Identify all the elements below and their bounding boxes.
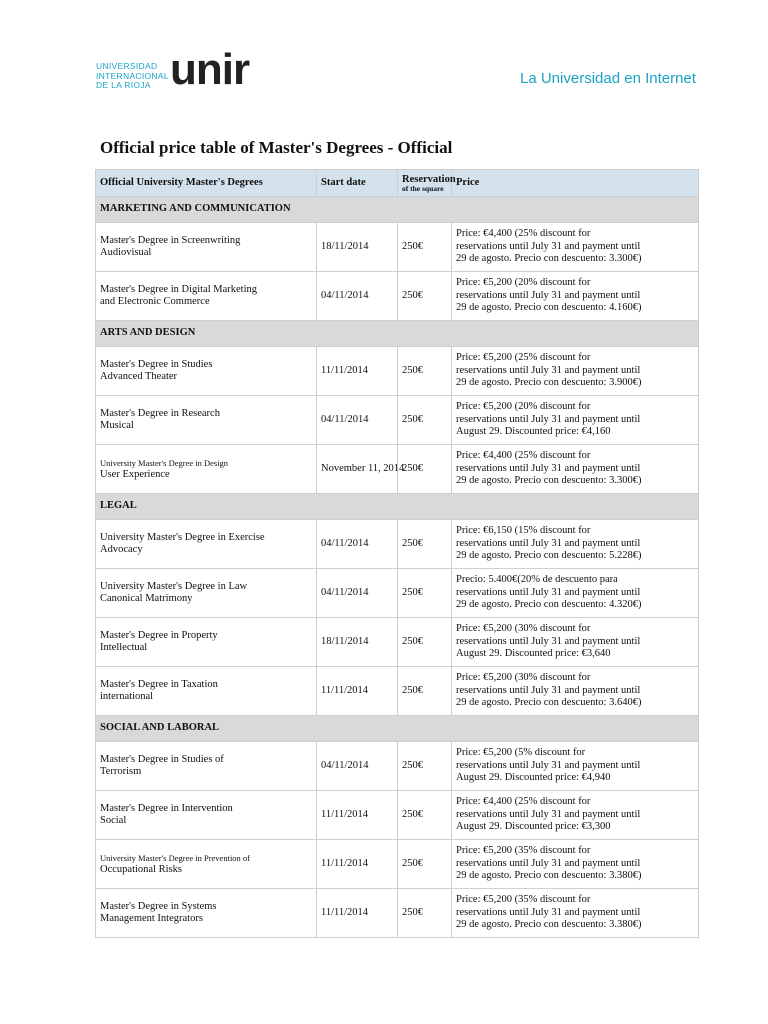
reservation-amount: 250€ [398,445,452,494]
price-line: reservations until July 31 and payment until [456,906,641,918]
program-name-line: University Master's Degree in Prevention of [100,852,251,863]
reservation-amount: 250€ [398,520,452,569]
price-details [452,618,699,667]
price-line: Price: €5,200 (20% discount for [456,277,591,289]
start-date: 11/11/2014 [317,840,398,889]
reservation-amount: 250€ [398,889,452,938]
price-details [452,445,699,494]
table-row [96,889,699,938]
program-name-line: Master's Degree in Studies [100,358,213,370]
program-name [96,791,317,840]
price-line: reservations until July 31 and payment until [456,240,641,252]
price-line: Price: €5,200 (35% discount for [456,845,591,857]
price-line: Price: €5,200 (20% discount for [456,401,591,413]
program-name-line: University Master's Degree in Exercise [100,531,265,543]
program-name-line: University Master's Degree in Design [100,457,229,468]
program-name [96,742,317,791]
reservation-amount: 250€ [398,618,452,667]
program-name-line: Terrorism [100,766,142,777]
header-reservation [398,170,456,197]
price-line: reservations until July 31 and payment until [456,857,641,869]
reservation-amount: 250€ [398,791,452,840]
table-header-row [96,170,699,197]
price-line: 29 de agosto. Precio con descuento: 3.900€) [456,377,642,389]
price-line: Price: €5,200 (5% discount for [456,747,586,759]
price-line: Price: €4,400 (25% discount for [456,796,591,808]
table-row [96,742,699,791]
start-date: 18/11/2014 [317,223,398,272]
program-name-line: University Master's Degree in Law [100,580,248,592]
section-row [96,321,699,347]
table-row [96,520,699,569]
price-line: Precio: 5.400€(20% de descuento para [456,574,618,586]
price-line: reservations until July 31 and payment until [456,537,641,549]
start-date: 04/11/2014 [317,520,398,569]
price-line: reservations until July 31 and payment until [456,759,641,771]
program-name [96,445,317,494]
price-line: Price: €5,200 (30% discount for [456,623,591,635]
reservation-amount: 250€ [398,347,452,396]
price-line: 29 de agosto. Precio con descuento: 3.380€) [456,919,642,931]
table-row [96,223,699,272]
program-name-line: Advocacy [100,544,143,555]
program-name [96,396,317,445]
price-line: 29 de agosto. Precio con descuento: 3.300€) [456,253,642,265]
section-row [96,494,699,520]
price-line: reservations until July 31 and payment until [456,808,641,820]
header-reservation-sub: of the square [402,183,444,193]
price-line: August 29. Discounted price: €4,940 [456,772,611,784]
price-line: Price: €5,200 (30% discount for [456,672,591,684]
price-line: reservations until July 31 and payment until [456,635,641,647]
program-name [96,347,317,396]
start-date: 04/11/2014 [317,272,398,321]
price-line: 29 de agosto. Precio con descuento: 4.320€) [456,599,642,611]
section-title: LEGAL [96,494,699,520]
price-line: August 29. Discounted price: €3,300 [456,821,611,833]
reservation-amount: 250€ [398,667,452,716]
section-title: SOCIAL AND LABORAL [96,716,699,742]
tagline: La Universidad en Internet [520,70,696,87]
reservation-amount: 250€ [398,272,452,321]
header-reservation-label: Reservation [402,173,456,185]
reservation-amount: 250€ [398,569,452,618]
price-line: 29 de agosto. Precio con descuento: 3.300€) [456,475,642,487]
program-name-line: Master's Degree in Systems [100,900,217,912]
price-details [452,840,699,889]
start-date: 04/11/2014 [317,569,398,618]
program-name [96,667,317,716]
header-program: Official University Master's Degrees [96,170,317,197]
header-start-date: Start date [317,170,398,197]
program-name-line: Master's Degree in Property [100,629,218,641]
table-body [96,197,699,938]
logo-line-2: INTERNACIONAL [96,70,169,81]
price-line: 29 de agosto. Precio con descuento: 3.640€) [456,697,642,709]
program-name-line: and Electronic Commerce [100,296,210,307]
program-name-line: Master's Degree in Screenwriting [100,234,241,246]
price-details [452,272,699,321]
document-header [0,0,768,110]
price-details [452,889,699,938]
reservation-amount: 250€ [398,742,452,791]
start-date: 18/11/2014 [317,618,398,667]
program-name-line: Audiovisual [100,247,152,258]
price-details [452,569,699,618]
start-date: 11/11/2014 [317,667,398,716]
price-line: reservations until July 31 and payment until [456,684,641,696]
price-line: August 29. Discounted price: €3,640 [456,648,611,660]
program-name-line: international [100,691,154,702]
program-name-line: Master's Degree in Taxation [100,678,218,690]
unir-logo-text [96,62,169,91]
table-row [96,272,699,321]
start-date: 11/11/2014 [317,791,398,840]
program-name-line: Occupational Risks [100,864,182,875]
price-details [452,396,699,445]
section-row [96,716,699,742]
price-details [452,520,699,569]
logo-line-1: UNIVERSIDAD [96,61,158,71]
section-title: ARTS AND DESIGN [96,321,699,347]
price-line: reservations until July 31 and payment until [456,462,641,474]
price-line: 29 de agosto. Precio con descuento: 4.160€) [456,302,642,314]
table-row [96,840,699,889]
price-details [452,791,699,840]
program-name [96,272,317,321]
program-name [96,889,317,938]
program-name-line: Master's Degree in Digital Marketing [100,283,258,295]
program-name [96,520,317,569]
program-name-line: Master's Degree in Studies of [100,753,224,765]
program-name [96,618,317,667]
price-line: Price: €6,150 (15% discount for [456,525,591,537]
section-row [96,197,699,223]
program-name-line: Intellectual [100,642,148,653]
section-title: MARKETING AND COMMUNICATION [96,197,699,223]
table-row [96,791,699,840]
start-date: 11/11/2014 [317,889,398,938]
program-name-line: Advanced Theater [100,371,178,382]
start-date: 04/11/2014 [317,396,398,445]
price-line: reservations until July 31 and payment until [456,289,641,301]
price-details [452,347,699,396]
program-name-line: Social [100,815,127,826]
price-line: Price: €5,200 (25% discount for [456,352,591,364]
table-row [96,445,699,494]
program-name-line: Master's Degree in Intervention [100,802,233,814]
page-title: Official price table of Master's Degrees - Official [100,138,453,157]
program-name-line: Management Integrators [100,913,203,924]
price-line: August 29. Discounted price: €4,160 [456,426,611,438]
start-date: 04/11/2014 [317,742,398,791]
table-row [96,396,699,445]
price-line: reservations until July 31 and payment until [456,413,641,425]
program-name [96,223,317,272]
reservation-amount: 250€ [398,223,452,272]
header-price: Price [452,170,699,197]
price-line: Price: €4,400 (25% discount for [456,450,591,462]
unir-logo: unir [170,45,250,94]
price-line: Price: €4,400 (25% discount for [456,228,591,240]
program-name [96,840,317,889]
price-details [452,223,699,272]
table-row [96,569,699,618]
logo-line-3: DE LA RIOJA [96,80,151,90]
price-table [95,169,699,938]
price-details [452,667,699,716]
table-row [96,667,699,716]
program-name-line: User Experience [100,469,170,480]
table-row [96,618,699,667]
start-date: November 11, 2014 [317,445,398,494]
price-line: 29 de agosto. Precio con descuento: 5.228€) [456,550,642,562]
program-name-line: Canonical Matrimony [100,593,193,604]
price-line: Price: €5,200 (35% discount for [456,894,591,906]
table-row [96,347,699,396]
reservation-amount: 250€ [398,396,452,445]
program-name-line: Musical [100,420,134,431]
program-name-line: Master's Degree in Research [100,407,220,419]
reservation-amount: 250€ [398,840,452,889]
program-name [96,569,317,618]
price-line: reservations until July 31 and payment until [456,586,641,598]
start-date: 11/11/2014 [317,347,398,396]
price-line: reservations until July 31 and payment until [456,364,641,376]
price-details [452,742,699,791]
price-line: 29 de agosto. Precio con descuento: 3.380€) [456,870,642,882]
